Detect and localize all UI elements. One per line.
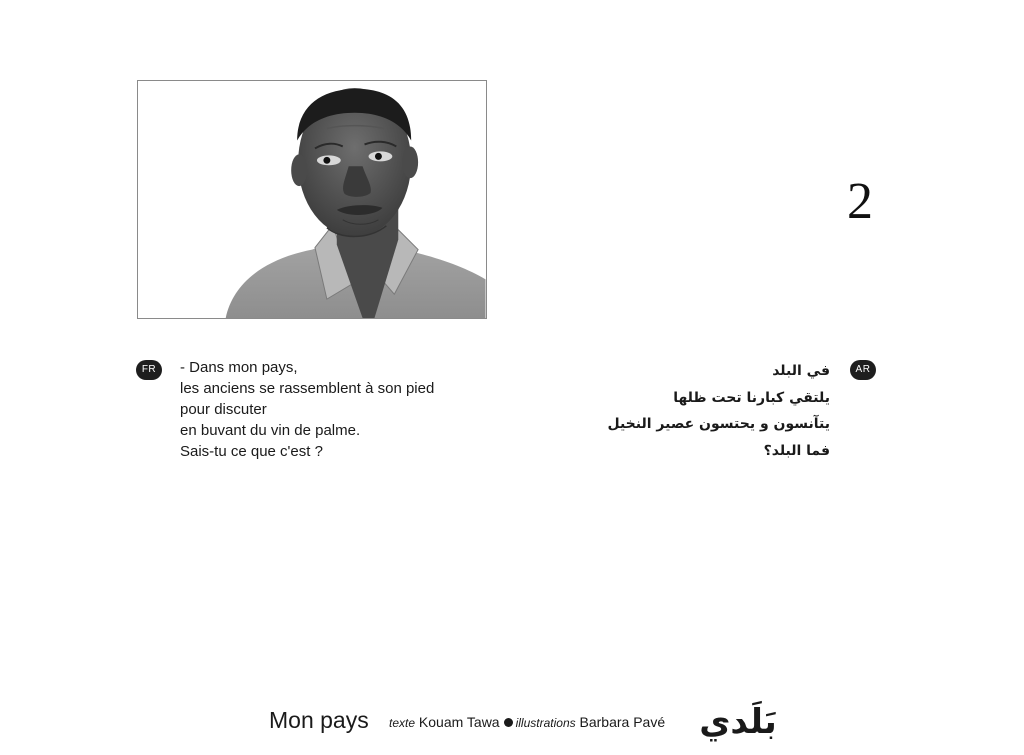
- arabic-book-title: بَلَدي: [699, 702, 777, 742]
- french-text-block: [180, 357, 510, 462]
- book-credits: [389, 712, 665, 733]
- french-line: en buvant du vin de palme.: [180, 422, 361, 439]
- french-line: les anciens se rassemblent à son pied: [180, 380, 435, 397]
- french-line: - Dans mon pays,: [180, 359, 298, 376]
- arabic-language-badge: AR: [850, 360, 876, 380]
- arabic-line: فما البلد؟: [763, 442, 830, 459]
- bullet-icon: [504, 718, 513, 727]
- arabic-line: يلتقي كبارنا تحت ظلها: [673, 389, 830, 406]
- arabic-text-block: [540, 358, 830, 464]
- page-footer: [0, 698, 1024, 748]
- arabic-line: يتآنسون و يحتسون عصير النخيل: [607, 416, 830, 432]
- illustrations-label: illustrations: [515, 716, 576, 730]
- french-line: Sais-tu ce que c'est ?: [180, 443, 323, 460]
- arabic-line: في البلد: [772, 363, 830, 379]
- french-line: pour discuter: [180, 401, 267, 418]
- text-label: texte: [389, 716, 416, 730]
- illustrator-name: Barbara Pavé: [579, 714, 666, 730]
- illustration-frame: [137, 80, 487, 319]
- french-language-badge: FR: [136, 360, 162, 380]
- page-number: 2: [847, 173, 873, 230]
- book-title: Mon pays: [269, 707, 369, 733]
- author-name: Kouam Tawa: [418, 714, 500, 730]
- portrait-illustration: [138, 81, 486, 318]
